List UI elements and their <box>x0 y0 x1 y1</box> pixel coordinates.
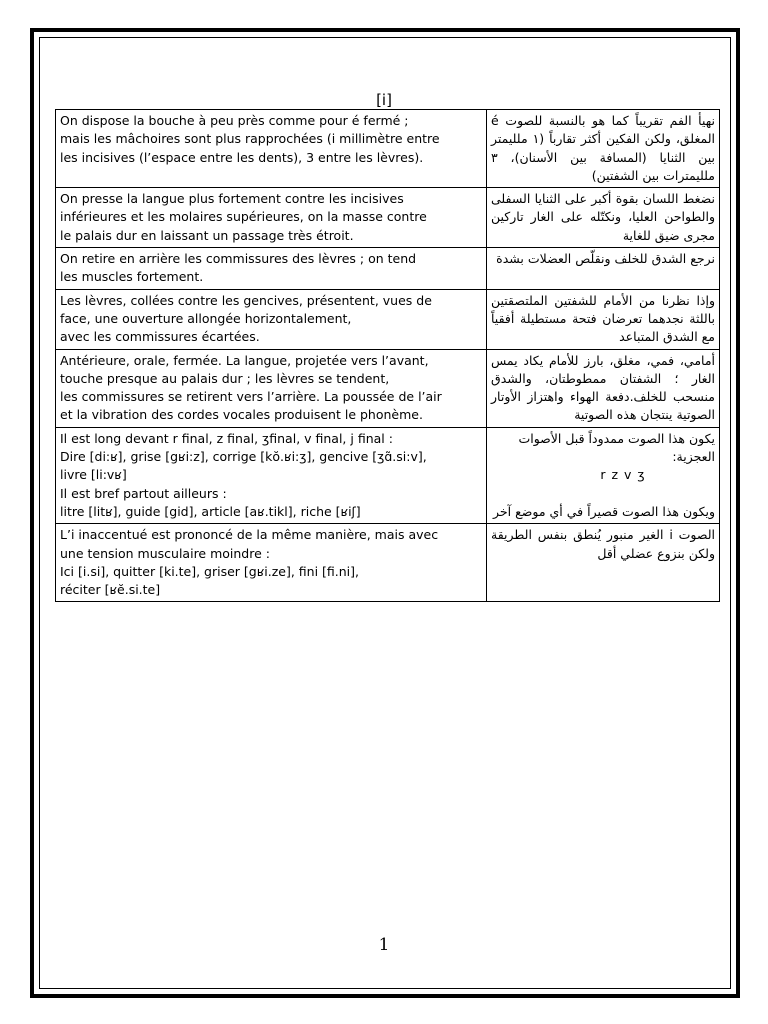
french-line: les incisives (l’espace entre les dents), 3 entre les lèvres). <box>60 149 424 165</box>
french-line: les commissures se retirent vers l’arrière. La poussée de l’air <box>60 389 442 405</box>
arabic-text: نهيأ الفم تقريباً كما هو بالنسبة للصوت é المغلق، ولكن الفكين أكثر تقارباً (١ ملليمتر بين الثنايا (المسافة بين الأسنان)، ٣ ملليمترات بين الشفتين) <box>491 113 715 183</box>
french-cell <box>56 110 487 188</box>
french-line: mais les mâchoires sont plus rapprochées (i millimètre entre <box>60 131 440 147</box>
arabic-text: ويكون هذا الصوت قصيراً في أي موضع آخر <box>493 503 715 519</box>
table-row <box>56 188 720 248</box>
french-line: Antérieure, orale, fermée. La langue, projetée vers l’avant, <box>60 352 429 368</box>
table-row <box>56 349 720 427</box>
french-cell <box>56 289 487 349</box>
phoneme-symbols: r z v ʒ <box>600 467 646 483</box>
french-cell <box>56 188 487 248</box>
french-line: litre [litʁ], guide [gid], article [aʁ.tikl], riche [ʁiʃ] <box>60 503 361 519</box>
arabic-text: وإذا نظرنا من الأمام للشفتين الملتصقتين باللثة نجدهما تعرضان فتحة مستطيلة أفقياً مع الشدق المتباعد <box>491 292 715 345</box>
arabic-cell <box>487 188 720 248</box>
french-line: touche presque au palais dur ; les lèvres se tendent, <box>60 370 390 386</box>
arabic-cell <box>487 427 720 523</box>
french-line: avec les commissures écartées. <box>60 329 260 345</box>
french-line: On retire en arrière les commissures des lèvres ; on tend <box>60 251 417 267</box>
arabic-cell <box>487 110 720 188</box>
table-row <box>56 427 720 523</box>
french-cell <box>56 427 487 523</box>
page-title: [i] <box>376 91 392 109</box>
french-line: On dispose la bouche à peu près comme pour é fermé ; <box>60 113 409 128</box>
arabic-text: الصوت i الغير منبور يُنطق بنفس الطريقة ولكن بنزوع عضلي أقل <box>491 527 715 561</box>
french-line: inférieures et les molaires supérieures, on la masse contre <box>60 209 427 225</box>
table-row <box>56 289 720 349</box>
french-line: les muscles fortement. <box>60 269 204 285</box>
french-line: le palais dur en laissant un passage très étroit. <box>60 227 354 243</box>
french-cell <box>56 248 487 290</box>
french-line: Ici [i.si], quitter [ki.te], griser [gʁi.ze], fini [fi.ni], <box>60 563 359 579</box>
french-line: réciter [ʁĕ.si.te] <box>60 582 161 598</box>
french-line: une tension musculaire moindre : <box>60 545 270 561</box>
table-row <box>56 524 720 602</box>
arabic-text: نرجع الشدق للخلف ونقلّص العضلات بشدة <box>496 251 715 267</box>
french-line: livre [li:vʁ] <box>60 467 127 483</box>
french-line: On presse la langue plus fortement contre les incisives <box>60 191 404 207</box>
arabic-cell <box>487 248 720 290</box>
arabic-cell <box>487 524 720 602</box>
spacer <box>491 485 715 503</box>
arabic-text: نضغط اللسان بقوة أكبر على الثنايا السفلى والطواحن العليا، ونكتّله على الغار تاركين مجرى ضيق للغاية <box>491 191 715 243</box>
french-cell <box>56 349 487 427</box>
french-line: Les lèvres, collées contre les gencives, présentent, vues de <box>60 292 432 308</box>
arabic-cell <box>487 349 720 427</box>
french-line: face, une ouverture allongée horizontalement, <box>60 310 352 326</box>
french-cell <box>56 524 487 602</box>
french-line: Il est long devant r final, z final, ʒfinal, v final, j final : <box>60 430 393 446</box>
page-number: 1 <box>378 935 390 955</box>
table-row <box>56 110 720 188</box>
french-line: et la vibration des cordes vocales produisent le phonème. <box>60 407 423 423</box>
french-line: Dire [di:ʁ], grise [gʁi:z], corrige [kŏ.ʁi:ʒ], gencive [ʒɑ̃.si:v], <box>60 449 427 465</box>
phonetics-table <box>55 109 720 602</box>
arabic-cell <box>487 289 720 349</box>
french-line: L’i inaccentué est prononcé de la même manière, mais avec <box>60 527 439 543</box>
arabic-text: أمامي، فمي، مغلق، بارز للأمام يكاد يمس الغار ؛ الشفتان ممطوطتان، والشدق منسحب للخلف.دفعة الهواء واهتزاز الأوتار الصوتية ينتجان هذه الصوتية <box>491 352 715 423</box>
arabic-text: يكون هذا الصوت ممدوداً قبل الأصوات العجزية: <box>518 430 715 465</box>
french-line: Il est bref partout ailleurs : <box>60 485 227 501</box>
table-row <box>56 248 720 290</box>
